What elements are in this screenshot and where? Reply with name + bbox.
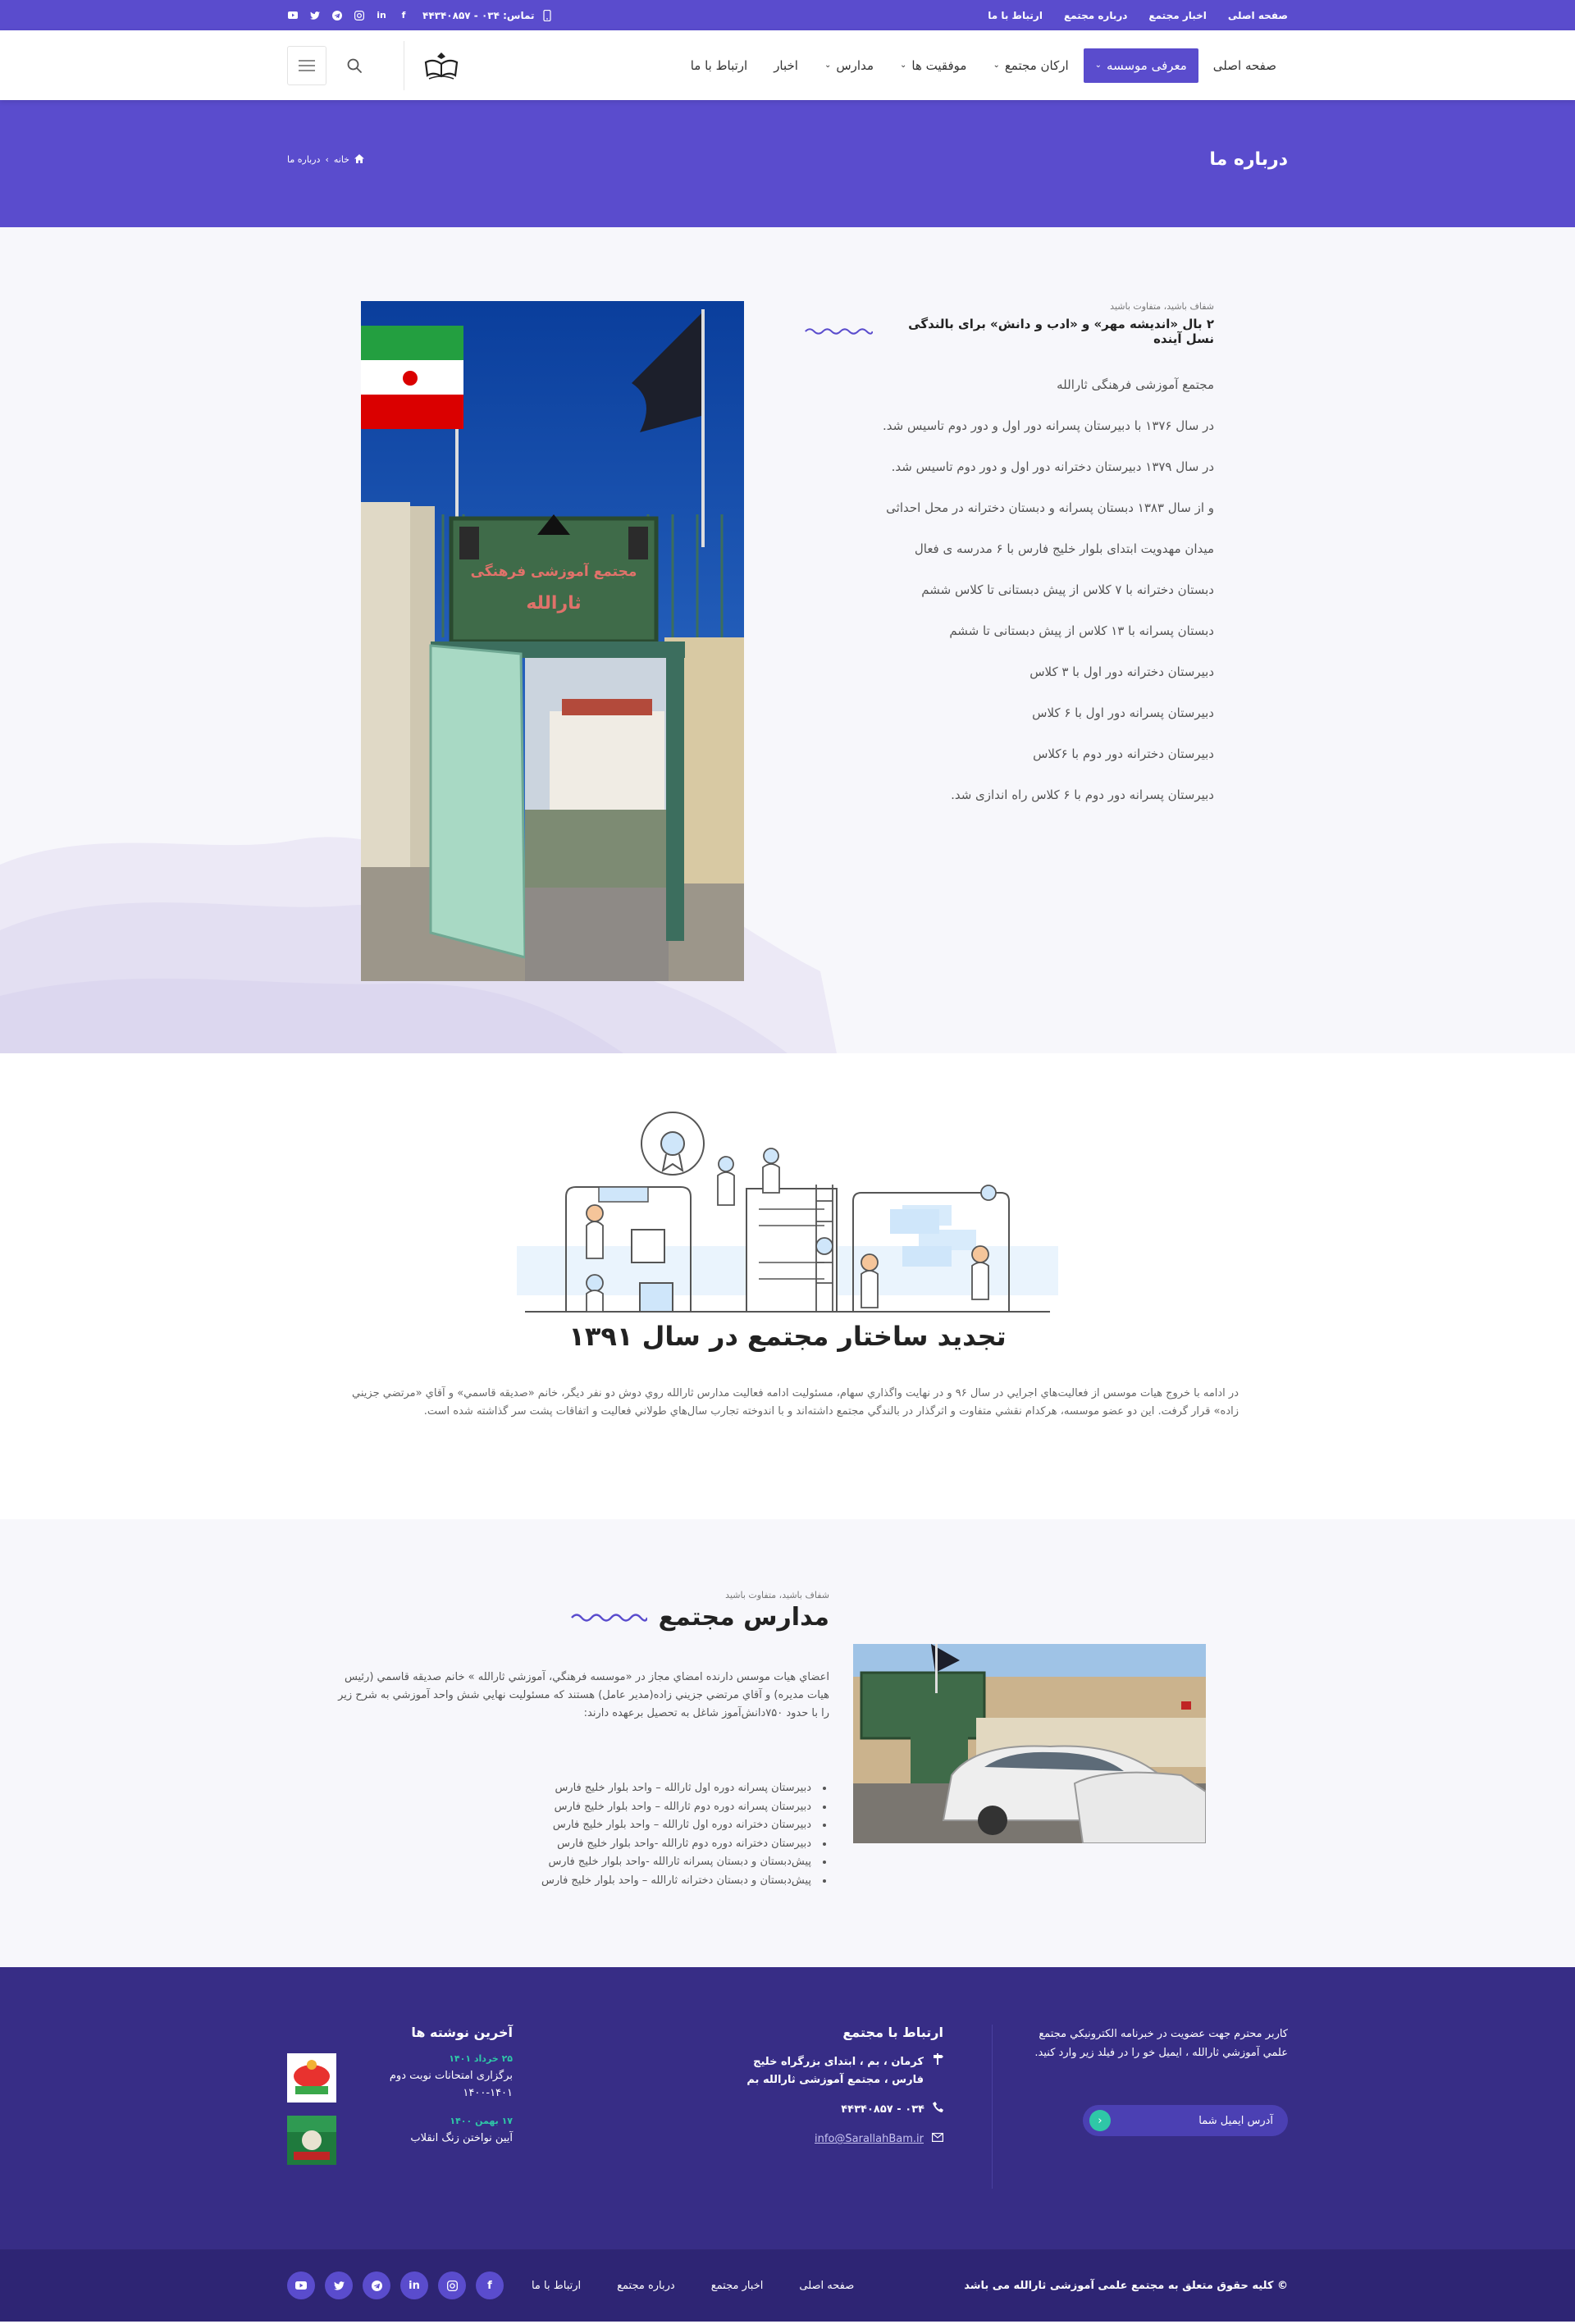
youtube-icon[interactable] [287,2271,315,2299]
footer-posts-title: آخرین نوشته ها [411,2025,513,2040]
about-line: در سال ۱۳۷۹ دبیرستان دخترانه دور اول و دور دوم تاسیس شد. [891,459,1214,474]
footer-link-home[interactable]: صفحه اصلی [799,2279,855,2292]
chevron-down-icon: ⌄ [824,61,832,70]
map-signpost-icon [932,2053,943,2071]
telegram-icon[interactable] [363,2271,390,2299]
about-line: دبیرستان پسرانه دور دوم با ۶ کلاس راه اندازی شد. [951,788,1214,802]
restructure-paragraph: در ادامه با خروج هیات موسس از فعالیت‌هاي اجرايي در سال ۹۶ و در نهايت واگذاري سهام، مسئوليت ادامه فعاليت مدارس ثارالله روي دوش دو نفر ديگر، خانم «صديقه قاسمي» و آقاي «مرتضي جزيني زاده» قرار گرفت. اين دو عضو موسسه، هرکدام نقشي متفاوت و اثرگذار در بالندگي مجتمع داشته‌اند و با اندوخته تجارب سال‌هاي طولاني فعاليت و اتفاقات پشت سر گذاشته شده است. [352,1387,1239,1418]
footer-contact-title: ارتباط با مجتمع [842,2025,943,2040]
about-line: دبستان دخترانه با ۷ کلاس از پیش دبستانی تا کلاس ششم [921,582,1214,597]
facebook-icon[interactable]: f [401,10,406,21]
breadcrumb-separator: › [325,154,329,165]
about-line: دبیرستان دخترانه دور دوم با ۶کلاس [1033,747,1214,761]
restructure-section [0,1053,1575,1519]
schools-section [0,1519,1575,1967]
post-title[interactable]: آیین نواختن زنگ انقلاب [410,2132,513,2144]
list-item: • دبیرستان دخترانه دوره دوم ثارالله -واحد بلوار خلیج فارس [541,1835,815,1854]
about-lines [804,377,1214,802]
nav-item-label: صفحه اصلی [1212,57,1276,73]
wave-divider-icon [804,326,873,336]
envelope-icon [932,2130,943,2148]
breadcrumb [287,154,364,166]
post-thumbnail[interactable] [287,2116,336,2165]
about-line: دبیرستان دخترانه دور اول با ۳ کلاس [1029,664,1214,679]
chevron-down-icon: ⌄ [993,61,1000,70]
footer [0,1967,1575,2249]
footer-bottom-bar [0,2249,1575,2322]
footer-latest-posts [287,2025,513,2178]
about-line: مجتمع آموزشی فرهنگی ثارالله [1057,377,1214,392]
facebook-icon[interactable]: f [476,2271,504,2299]
newsletter-submit-button[interactable]: ‹ [1089,2110,1111,2131]
list-item: • دبیرستان پسرانه دوره اول ثارالله – واحد بلوار خلیج فارس [541,1779,815,1798]
header-tools [287,41,461,90]
top-bar [0,0,1575,30]
top-link-news[interactable]: اخبار مجتمع [1148,9,1207,21]
chevron-down-icon: ⌄ [900,61,907,70]
top-link-contact[interactable]: ارتباط با ما [988,9,1043,21]
post-date: ۲۵ خرداد ۱۴۰۱ [449,2053,513,2064]
restructure-title: تجدید ساختار مجتمع در سال ۱۳۹۱ [568,1321,1007,1352]
twitter-icon[interactable] [309,10,321,21]
nav-item-news[interactable] [762,48,810,83]
nav-item-label: موفقیت ها [911,57,967,73]
site-logo[interactable] [404,41,461,90]
list-item: • پیش‌دبستان و دبستان دخترانه ثارالله – واحد بلوار خلیج فارس [541,1872,815,1891]
search-icon [346,57,363,74]
copyright-text: © کلیه حقوق متعلق به مجتمع علمی آموزشی ثارالله می باشد [964,2279,1288,2292]
email-placeholder: آدرس ایمیل شما [1198,2114,1273,2127]
hamburger-menu-button[interactable] [287,46,326,85]
svg-text:ثارالله: ثارالله [526,593,582,614]
telegram-icon[interactable] [331,10,343,21]
footer-newsletter [1025,2025,1288,2062]
list-item: • دبیرستان دخترانه دوره اول ثارالله – واحد بلوار خلیج فارس [541,1816,815,1835]
about-line: دبیرستان پسرانه دور اول با ۶ کلاس [1032,705,1214,720]
schools-list [541,1779,829,1891]
chevron-down-icon: ⌄ [1094,61,1102,70]
footer-nav [532,2280,854,2292]
main-header [0,30,1575,100]
about-text [804,301,1214,981]
twitter-icon[interactable] [325,2271,353,2299]
sign-text: مجتمع آموزشی فرهنگی [470,564,637,580]
school-gate-photo [361,301,744,981]
post-title[interactable]: برگزاری امتحانات نوبت دوم ۱۴۰۱-۱۴۰۰ [389,2070,513,2099]
top-contact [287,10,553,21]
wave-divider-icon [570,1612,647,1623]
linkedin-icon[interactable]: in [400,2271,428,2299]
about-line: دبستان پسرانه با ۱۳ کلاس از پیش دبستانی تا ششم [949,623,1214,638]
top-link-about[interactable]: درباره مجتمع [1063,9,1128,21]
footer-email-link[interactable]: info@SarallahBam.ir [815,2133,924,2145]
mobile-icon [541,10,553,21]
page-title-banner [0,100,1575,227]
post-thumbnail[interactable] [287,2053,336,2103]
about-heading: ۲ بال «اندیشه مهر» و «ادب و دانش» برای بالندگی نسل آینده [908,317,1214,346]
footer-social-links [287,2271,504,2299]
footer-post[interactable] [287,2053,513,2103]
nav-item-label: مدارس [836,57,874,73]
top-social-links [287,10,409,21]
linkedin-icon[interactable]: in [377,10,386,21]
instagram-icon[interactable] [354,10,365,21]
school-street-photo [853,1644,1206,1843]
schools-eyebrow: شفاف باشید، متفاوت باشید [725,1590,829,1600]
nav-item-institute[interactable] [1084,48,1198,83]
top-links [988,10,1288,21]
footer-phone: ۰۳۴ - ۴۴۳۴۰۸۵۷ [841,2103,924,2116]
instagram-icon[interactable] [438,2271,466,2299]
page-title: درباره ما [1209,149,1288,170]
about-line: میدان مهدویت ابتدای بلوار خلیج فارس با ۶ مدرسه ی فعال [914,541,1214,556]
about-eyebrow: شفاف باشید، متفاوت باشید [1110,301,1214,312]
top-phone-text: تماس: ۰۳۴ - ۴۴۳۴۰۸۵۷ [422,9,535,21]
newsletter-email-field[interactable] [1083,2105,1288,2136]
about-section [0,227,1575,1053]
nav-item-achievements[interactable] [888,48,978,83]
nav-item-home[interactable] [1202,48,1288,83]
phone-icon [933,2101,943,2119]
youtube-icon[interactable] [287,10,299,21]
top-link-home[interactable]: صفحه اصلی [1227,9,1288,21]
nav-item-pillars[interactable] [981,48,1080,83]
footer-link-contact[interactable]: ارتباط با ما [531,2279,582,2292]
footer-link-news[interactable]: اخبار مجتمع [710,2279,764,2292]
footer-link-about[interactable]: درباره مجتمع [617,2279,675,2292]
nav-item-label: معرفی موسسه [1107,57,1187,73]
nav-item-label: ارتباط با ما [690,57,748,73]
about-line: در سال ۱۳۷۶ با دبیرستان پسرانه دور اول و دور دوم تاسیس شد. [883,418,1214,433]
breadcrumb-current: درباره ما [287,154,321,165]
hamburger-icon [298,59,316,72]
search-button[interactable] [336,48,372,84]
footer-divider [992,2025,993,2189]
main-nav [679,48,1288,83]
footer-address: کرمان ، بم ، ابتدای بزرگراه خلیج فارس ، مجتمع آموزشی ثارالله بم [746,2056,924,2086]
footer-post[interactable] [287,2116,513,2165]
newsletter-text: کاربر محترم جهت عضويت در خبرنامه الکترونيکي مجتمع علمي آموزشي ثارالله ، ايميل خو را در فيلد زير وارد کنيد. [1034,2028,1288,2059]
list-item: • دبیرستان پسرانه دوره دوم ثارالله – واحد بلوار خلیج فارس [541,1798,815,1817]
post-date: ۱۷ بهمن ۱۴۰۰ [450,2116,513,2126]
schools-description: اعضاي هيات موسس دارنده امضاي مجاز در «موسسه فرهنگي، آموزشي ثارالله » خانم صديقه قاسمي (رئيس هيات مديره) و آقاي مرتضي جزيني زاده(مدير عامل) هستند که مسئوليت نهايي شش واحد آموزشي به شرح زير را با حدود ۷۵۰دانش‌آموز شاغل به تحصيل برعهده دارند: [338,1671,829,1719]
teamwork-illustration [517,1053,1058,1267]
nav-item-label: ارکان مجتمع [1004,57,1069,73]
about-line: و از سال ۱۳۸۳ دبستان پسرانه و دبستان دخترانه در محل احداثی [886,500,1214,515]
nav-item-schools[interactable] [813,48,885,83]
list-item: • پیش‌دبستان و دبستان پسرانه ثارالله -واحد بلوار خلیج فارس [541,1853,815,1872]
breadcrumb-home[interactable]: خانه [333,154,349,165]
nav-item-contact[interactable] [679,48,759,83]
nav-item-label: اخبار [774,57,798,73]
top-phone [422,10,553,21]
home-icon [354,154,364,166]
footer-contact [730,2025,943,2160]
schools-title: مدارس مجتمع [658,1603,829,1632]
